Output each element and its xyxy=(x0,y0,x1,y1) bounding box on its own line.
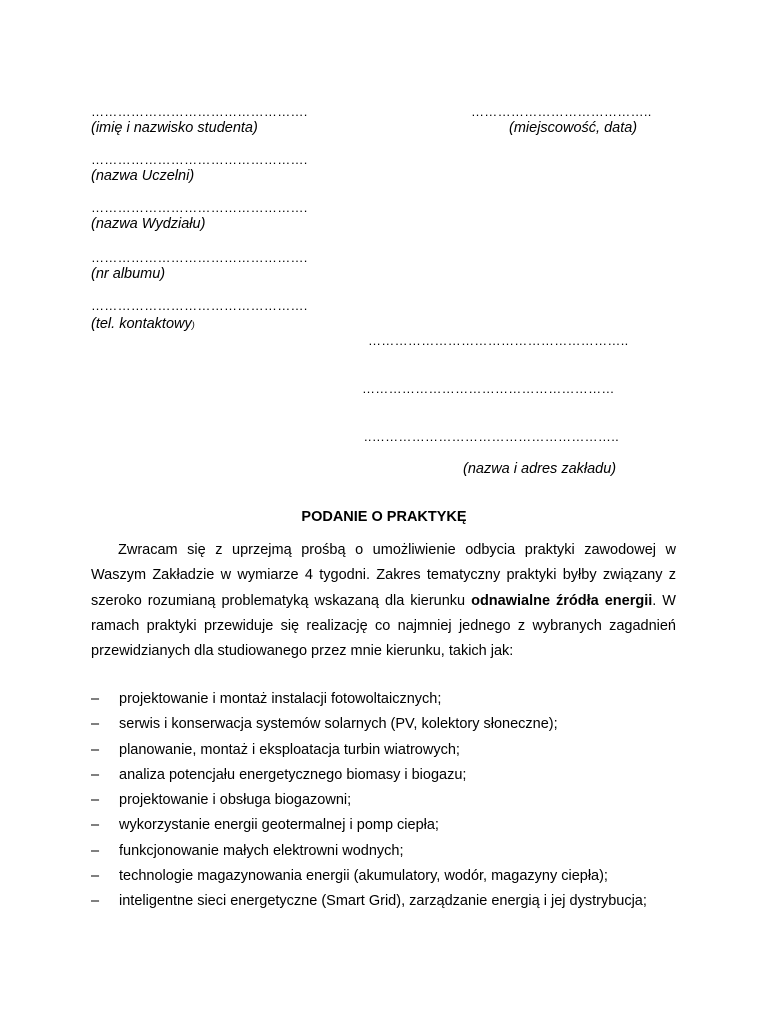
list-dash: – xyxy=(91,716,100,733)
list-dash: – xyxy=(91,792,100,809)
list-dash: – xyxy=(91,868,100,885)
phone-dots: …………………………………………. xyxy=(91,298,308,313)
phone-label-paren: ) xyxy=(191,320,195,330)
list-dash: – xyxy=(91,691,100,707)
document-title: PODANIE O PRAKTYKĘ xyxy=(301,509,467,525)
company-address-label: (nazwa i adres zakładu) xyxy=(463,461,617,477)
request-paragraph xyxy=(91,538,676,664)
album-number-dots: …………………………………………. xyxy=(91,250,308,265)
university-label: (nazwa Uczelni) xyxy=(91,168,195,184)
place-date-dots: ………………………………….. xyxy=(471,104,652,119)
list-item: – technologie magazynowania energii (akumulatory, wodór, magazyny ciepła); xyxy=(91,864,676,889)
list-dash: – xyxy=(91,741,100,758)
list-item: – projektowanie i montaż instalacji fotowoltaicznych; xyxy=(91,687,676,712)
faculty-label: (nazwa Wydziału) xyxy=(91,216,206,232)
list-dash: – xyxy=(91,766,100,783)
list-dash: – xyxy=(91,817,100,834)
company-address-line-3: ..……………………………………………….. xyxy=(364,429,620,444)
list-item: – funkcjonowanie małych elektrowni wodnych; xyxy=(91,839,676,864)
faculty-dots: …………………………………………. xyxy=(91,200,308,215)
topics-list xyxy=(91,687,676,915)
list-item: – wykorzystanie energii geotermalnej i pomp ciepła; xyxy=(91,813,676,838)
company-address-line-1: ………………………………………………….. xyxy=(368,333,629,348)
student-name-dots: …………………………………………. xyxy=(91,104,308,119)
company-address-line-2: ………………………………………………… xyxy=(362,381,615,396)
album-number-label: (nr albumu) xyxy=(91,266,166,282)
list-item: – projektowanie i obsługa biogazowni; xyxy=(91,788,676,813)
list-dash: – xyxy=(91,842,100,859)
phone-label: (tel. kontaktowy) xyxy=(91,316,195,332)
list-item: – serwis i konserwacja systemów solarnych (PV, kolektory słoneczne); xyxy=(91,712,676,737)
paragraph-text-1: Zwracam się z uprzejmą prośbą o umożliwienie odbycia praktyki zawodowej w Waszym Zakładzie w wymiarze 4 tygodni. Zakres tematyczny praktyki byłby związany z szeroko rozumianą problematyką wskazaną dla kierunku xyxy=(91,542,676,609)
place-date-label: (miejscowość, data) xyxy=(509,120,638,136)
paragraph-text-2: . W ramach praktyki przewiduje się realizację co najmniej jednego z wybranych zagadnień przewidzianych dla studiowanego przez mnie kierunku, takich jak: xyxy=(91,592,676,660)
list-item: – planowanie, montaż i eksploatacja turbin wiatrowych; xyxy=(91,738,676,763)
field-of-study: odnawialne źródła energii xyxy=(471,592,653,609)
list-item: – inteligentne sieci energetyczne (Smart Grid), zarządzanie energią i jej dystrybucja; xyxy=(91,889,676,914)
list-item: – analiza potencjału energetycznego biomasy i biogazu; xyxy=(91,763,676,788)
university-dots: …………………………………………. xyxy=(91,152,308,167)
student-name-label: (imię i nazwisko studenta) xyxy=(91,120,258,136)
list-dash: – xyxy=(91,893,100,910)
